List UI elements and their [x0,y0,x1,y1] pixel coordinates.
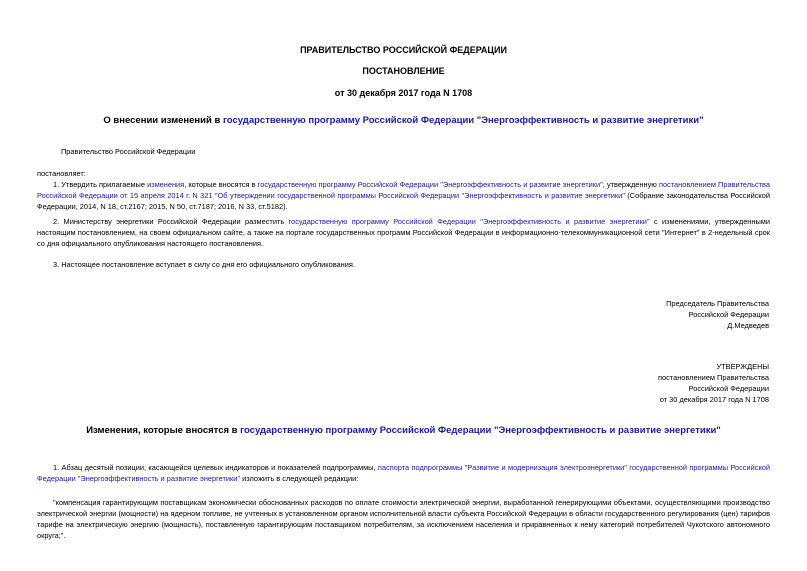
program-link-2[interactable]: государственную программу Российской Федерации "Энергоэффективность и развитие энергетики" [257,180,603,189]
signature-line-2: Российской Федерации [688,310,769,319]
p1-text-2: , которые вносятся в [184,180,258,189]
approval-line-3: Российской Федерации [688,384,769,393]
changes-link[interactable]: изменения [147,180,185,189]
p1-text-4: (Собрание законодательства Российской Федерации, 2014, N 18, ст.2167; 2015, N 50, ст.7187; 2016, N 33, ст.5182). [37,191,770,211]
program-link-4[interactable]: государственную программу Российской Федерации "Энергоэффективность и развитие энергетики" [240,425,721,436]
program-link-3[interactable]: государственную программу Российской Федерации "Энергоэффективность и развитие энергетики" [288,217,650,226]
changes-title [0,425,807,436]
c1-text-1: 1. Абзац десятый позиции, касающейся целевых индикаторов и показателей подпрограммы, [53,463,378,472]
approval-line-4: от 30 декабря 2017 года N 1708 [659,395,769,404]
document-title [0,115,807,126]
resolves-text: постановляет: [37,169,86,178]
program-link[interactable]: государственную программу Российской Федерации "Энергоэффективность и развитие энергетики" [222,115,704,126]
signature-line-1: Председатель Правительства [666,299,769,308]
approval-line-1: УТВЕРЖДЕНЫ [716,362,769,371]
date-number-header: от 30 декабря 2017 года N 1708 [334,88,473,98]
government-header: ПРАВИТЕЛЬСТВО РОССИЙСКОЙ ФЕДЕРАЦИИ [300,45,507,55]
p1-text-3: , утвержденную [602,180,659,189]
paragraph-1 [37,179,770,212]
approval-line-2: постановлением Правительства [658,373,769,382]
p2-text-1: 2. Министерству энергетики Российской Федерации разместить [53,217,289,226]
signature-line-3: Д.Медведев [727,321,769,330]
signature-block [540,298,769,331]
approval-block [540,361,769,405]
issuer-text: Правительство Российской Федерации [61,147,196,156]
doc-type-header: ПОСТАНОВЛЕНИЕ [362,66,445,76]
c1-text-2: изложить в следующей редакции: [240,474,359,483]
p2-text-2: с изменениями, утвержденными настоящим постановлением, на своем официальном сайте, а также на портале государственных программ Российской Федерации в информационно-телекоммуникационной сети "Интернет" в 2-недельный срок со дня официального опубликования настоящего постановления. [37,217,770,248]
subprogram-passport-link[interactable]: паспорта подпрограммы "Развитие и модернизация электроэнергетики" государственной программы Российской Федерации "Энергоэффективность и развитие энергетики" [37,463,770,483]
p1-text-1: 1. Утвердить прилагаемые [53,180,148,189]
document-title-prefix: О внесении изменений в [103,115,223,126]
changes-title-prefix: Изменения, которые вносятся в [86,425,241,436]
paragraph-2 [37,216,770,249]
change-item-1 [37,462,770,484]
quoted-amendment: "компенсация гарантирующим поставщикам экономически обоснованных расходов по оплате стоимости электрической энергии, выработанной генерирующими объектами, осуществляющими производство электрической энергии (мощности) на ядерном топливе, не учтенных в установленном органом исполнительной власти субъекта Российской Федерации в области государственного регулирования (цен) тарифов тарифе на электрическую энергию (мощность), поставленную гарантирующим поставщиком потребителям, за исключением населения и приравненных к нему категорий потребителей Чукотского автономного округа;". [37,498,770,540]
paragraph-3: 3. Настоящее постановление вступает в силу со дня его официального опубликования. [53,260,355,269]
resolution-321-link[interactable]: постановлением Правительства Российской Федерации от 15 апреля 2014 г. N 321 "Об утверждении государственной программы Российской Федерации "Энергоэффективность и развитие энергетики" [37,180,770,200]
